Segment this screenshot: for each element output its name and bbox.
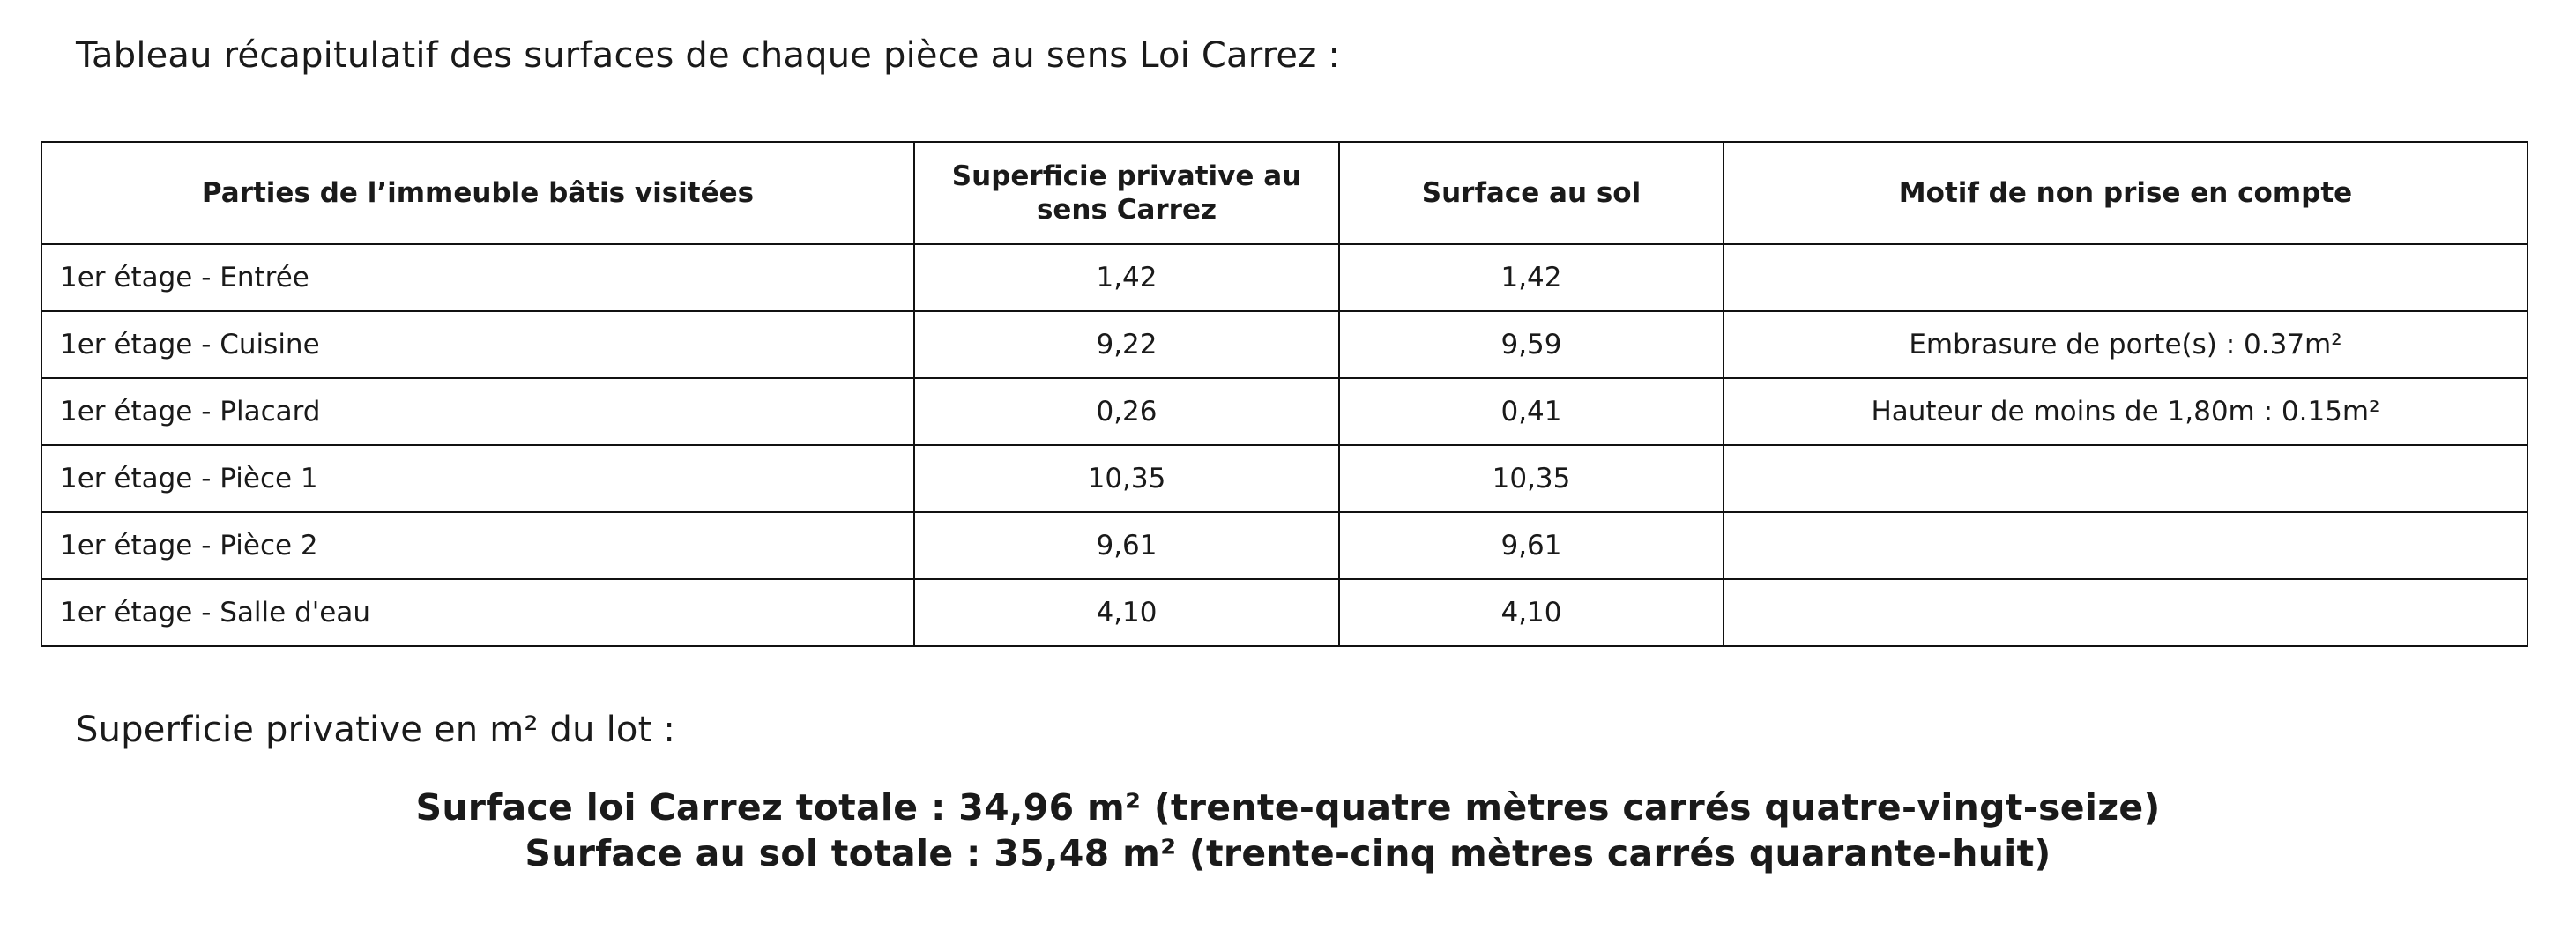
header-carrez: Superficie privative au sens Carrez <box>914 142 1339 244</box>
cell-carrez: 4,10 <box>914 579 1339 646</box>
cell-motif <box>1724 512 2528 579</box>
cell-piece: 1er étage - Pièce 2 <box>41 512 914 579</box>
header-motif: Motif de non prise en compte <box>1724 142 2528 244</box>
cell-piece: 1er étage - Pièce 1 <box>41 445 914 512</box>
cell-piece: 1er étage - Salle d'eau <box>41 579 914 646</box>
table-row <box>41 512 2528 579</box>
cell-motif <box>1724 579 2528 646</box>
cell-piece: 1er étage - Cuisine <box>41 311 914 378</box>
cell-sol: 10,35 <box>1339 445 1724 512</box>
table-row <box>41 378 2528 445</box>
cell-carrez: 9,22 <box>914 311 1339 378</box>
cell-carrez: 1,42 <box>914 244 1339 311</box>
total-carrez: Surface loi Carrez totale : 34,96 m² (trente-quatre mètres carrés quatre-vingt-seize) <box>415 786 2161 829</box>
table-row <box>41 445 2528 512</box>
cell-motif: Embrasure de porte(s) : 0.37m² <box>1724 311 2528 378</box>
lot-surface-label: Superficie privative en m² du lot : <box>76 710 676 750</box>
cell-sol: 9,61 <box>1339 512 1724 579</box>
cell-motif <box>1724 244 2528 311</box>
cell-motif: Hauteur de moins de 1,80m : 0.15m² <box>1724 378 2528 445</box>
header-sol: Surface au sol <box>1339 142 1724 244</box>
header-piece: Parties de l’immeuble bâtis visitées <box>41 142 914 244</box>
surface-summary-table <box>41 141 2528 647</box>
cell-sol: 0,41 <box>1339 378 1724 445</box>
cell-sol: 4,10 <box>1339 579 1724 646</box>
table-header-row <box>41 142 2528 244</box>
table-row <box>41 244 2528 311</box>
cell-sol: 9,59 <box>1339 311 1724 378</box>
table-row <box>41 579 2528 646</box>
cell-sol: 1,42 <box>1339 244 1724 311</box>
cell-carrez: 0,26 <box>914 378 1339 445</box>
totals-block <box>0 785 2576 876</box>
cell-piece: 1er étage - Entrée <box>41 244 914 311</box>
cell-carrez: 10,35 <box>914 445 1339 512</box>
cell-motif <box>1724 445 2528 512</box>
intro-text: Tableau récapitulatif des surfaces de chaque pièce au sens Loi Carrez : <box>76 35 1341 76</box>
cell-carrez: 9,61 <box>914 512 1339 579</box>
total-sol: Surface au sol totale : 35,48 m² (trente-cinq mètres carrés quarante-huit) <box>525 832 2051 874</box>
table-row <box>41 311 2528 378</box>
cell-piece: 1er étage - Placard <box>41 378 914 445</box>
